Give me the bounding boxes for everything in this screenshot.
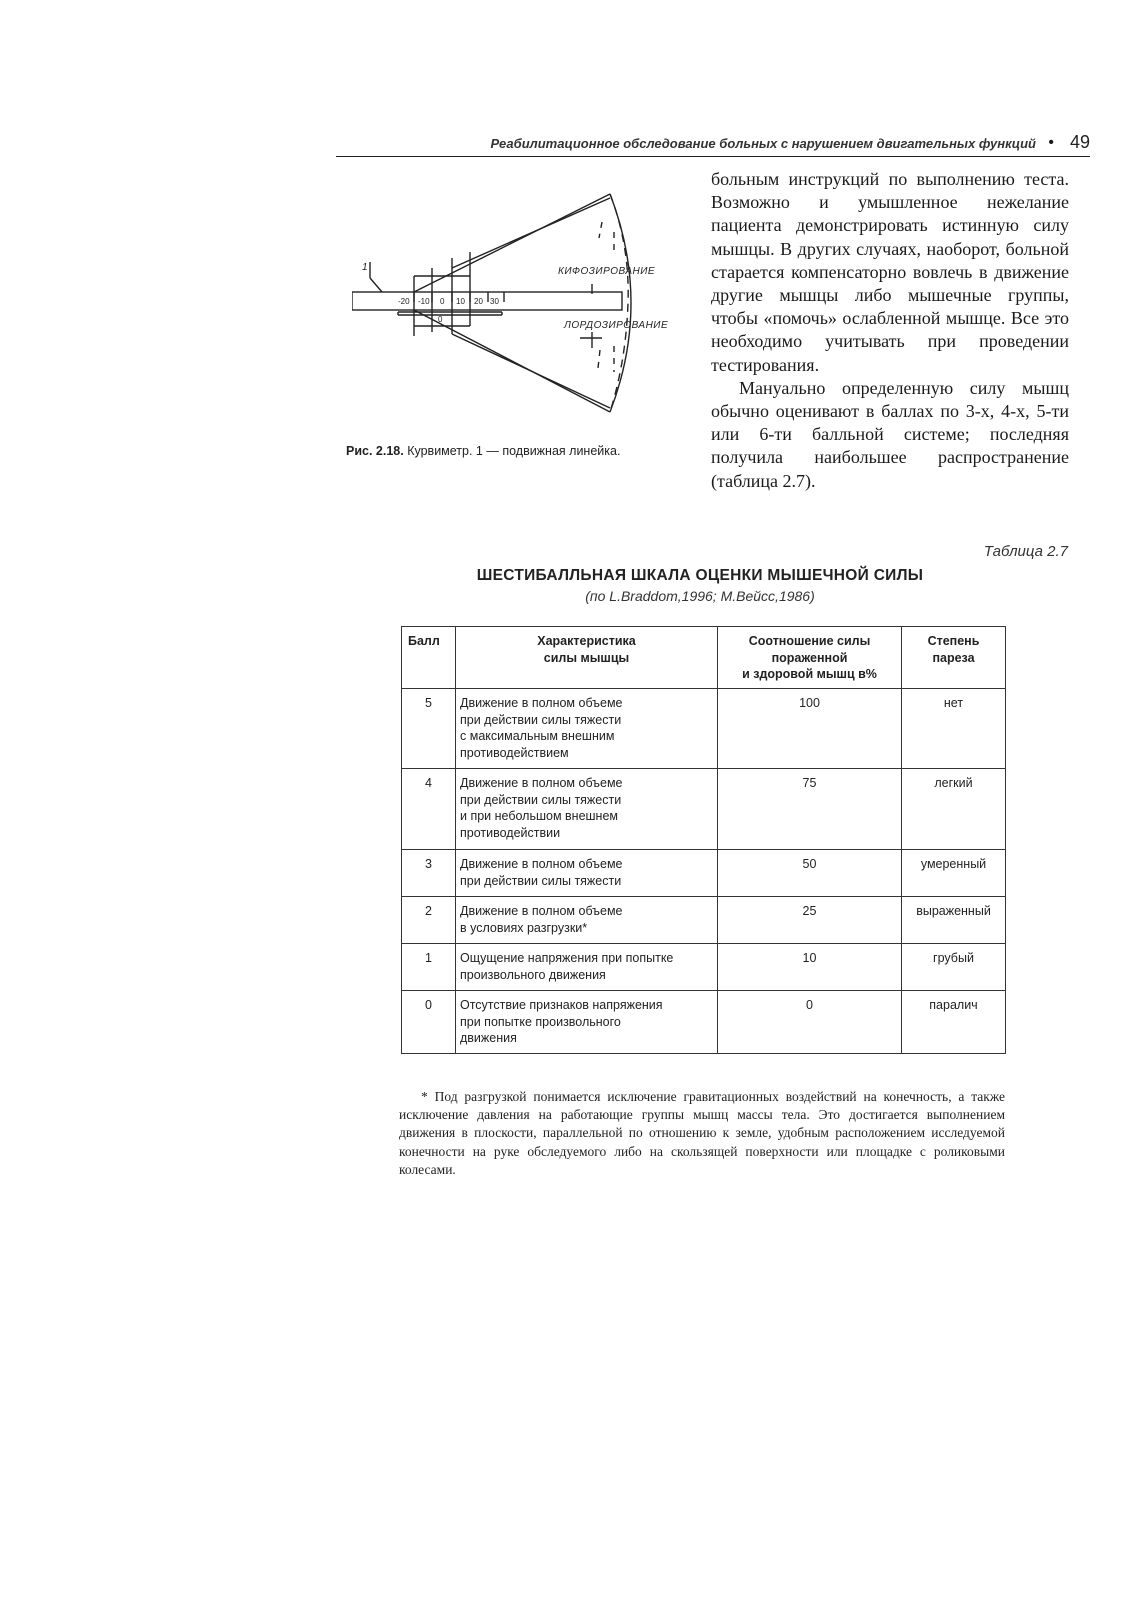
tick-label: -20 — [398, 297, 410, 306]
cell-score: 4 — [402, 769, 456, 850]
cell-paresis: легкий — [902, 769, 1006, 850]
header-score: Балл — [402, 627, 456, 689]
cell-ratio: 100 — [718, 689, 902, 769]
header-ratio: Соотношение силы пораженной и здоровой мышц в% — [718, 627, 902, 689]
ruler-bar — [352, 292, 622, 310]
cell-characteristic: Движение в полном объеме в условиях разгрузки* — [456, 897, 718, 944]
cell-ratio: 10 — [718, 944, 902, 991]
cell-paresis: умеренный — [902, 850, 1006, 897]
cell-score: 3 — [402, 850, 456, 897]
figure-caption — [346, 444, 686, 458]
fan-upper-outer — [414, 194, 610, 292]
table-row — [402, 944, 1006, 991]
tick-label: -10 — [418, 297, 430, 306]
cell-characteristic: Отсутствие признаков напряжения при попытке произвольного движения — [456, 991, 718, 1054]
cell-score: 2 — [402, 897, 456, 944]
figure-caption-label: Рис. 2.18. — [346, 444, 404, 458]
cell-paresis: паралич — [902, 991, 1006, 1054]
label-lordosis: ЛОРДОЗИРОВАНИЕ — [564, 320, 669, 331]
running-header — [336, 134, 1090, 157]
table-row — [402, 991, 1006, 1054]
cell-score: 5 — [402, 689, 456, 769]
cell-paresis: нет — [902, 689, 1006, 769]
label-kyphosis: КИФОЗИРОВАНИЕ — [558, 266, 656, 277]
footnote — [399, 1088, 1005, 1179]
cell-paresis: выраженный — [902, 897, 1006, 944]
body-paragraph: больным инструкций по выполнению теста. Возможно и умышленное нежелание пациента демонстрировать истинную силу мышцы. В других случаях, наоборот, больной старается компенсаторно вовлечь в движение другие мышцы либо мышечные группы, чтобы «помочь» ослабленной мышце. Все это необходимо учитывать при проведении тестирования. — [711, 169, 1069, 375]
tick-label: 30 — [490, 297, 499, 306]
header-characteristic: Характеристика силы мышцы — [456, 627, 718, 689]
cell-score: 1 — [402, 944, 456, 991]
tick-label-lower-zero: 0 — [438, 315, 443, 324]
header-paresis: Степень пареза — [902, 627, 1006, 689]
table-row — [402, 689, 1006, 769]
muscle-strength-table — [401, 626, 1006, 1054]
cell-characteristic: Движение в полном объеме при действии силы тяжести с максимальным внешним противодействием — [456, 689, 718, 769]
body-paragraph: Мануально определенную силу мышц обычно оценивают в баллах по 3-х, 4-х, 5-ти или 6-ти балльной системе; последняя получила наибольшее распространение (таблица 2.7). — [711, 377, 1069, 491]
cell-paresis: грубый — [902, 944, 1006, 991]
table-number: Таблица 2.7 — [983, 543, 1068, 560]
figure-caption-text: Курвиметр. 1 — подвижная линейка. — [403, 444, 621, 458]
cell-characteristic: Ощущение напряжения при попытке произвольного движения — [456, 944, 718, 991]
cell-score: 0 — [402, 991, 456, 1054]
table-row — [402, 769, 1006, 850]
cell-characteristic: Движение в полном объеме при действии силы тяжести и при небольшом внешнем противодействии — [456, 769, 718, 850]
table-subtitle: (по L.Braddom,1996; М.Вейсс,1986) — [585, 588, 815, 604]
table-header-row — [402, 627, 1006, 689]
body-text — [711, 168, 1069, 493]
callout-number: 1 — [362, 262, 369, 273]
table-row — [402, 897, 1006, 944]
running-title: Реабилитационное обследование больных с нарушением двигательных функций — [490, 136, 1036, 151]
page-number: 49 — [1069, 132, 1090, 152]
tick-label: 10 — [456, 297, 465, 306]
footnote-text: * Под разгрузкой понимается исключение гравитационных воздействий на конечность, а также исключение давления на работающие группы мышц массы тела. Это достигается выполнением движения в плоскости, параллельной по отношению к земле, удобным расположением исследуемой конечности на руке обследуемого либо на скользящей поверхности или площадке с роликовыми колесами. — [399, 1089, 1005, 1177]
table-title: ШЕСТИБАЛЛЬНАЯ ШКАЛА ОЦЕНКИ МЫШЕЧНОЙ СИЛЫ — [476, 567, 924, 584]
cell-ratio: 75 — [718, 769, 902, 850]
header-bullet: • — [1048, 134, 1054, 151]
curvimeter-figure — [352, 186, 692, 431]
curvimeter-drawing — [352, 186, 692, 431]
cell-ratio: 50 — [718, 850, 902, 897]
cell-characteristic: Движение в полном объеме при действии силы тяжести — [456, 850, 718, 897]
cell-ratio: 0 — [718, 991, 902, 1054]
tick-label: 20 — [474, 297, 483, 306]
table-row — [402, 850, 1006, 897]
cell-ratio: 25 — [718, 897, 902, 944]
tick-label: 0 — [440, 297, 445, 306]
callout-leader — [370, 278, 382, 292]
